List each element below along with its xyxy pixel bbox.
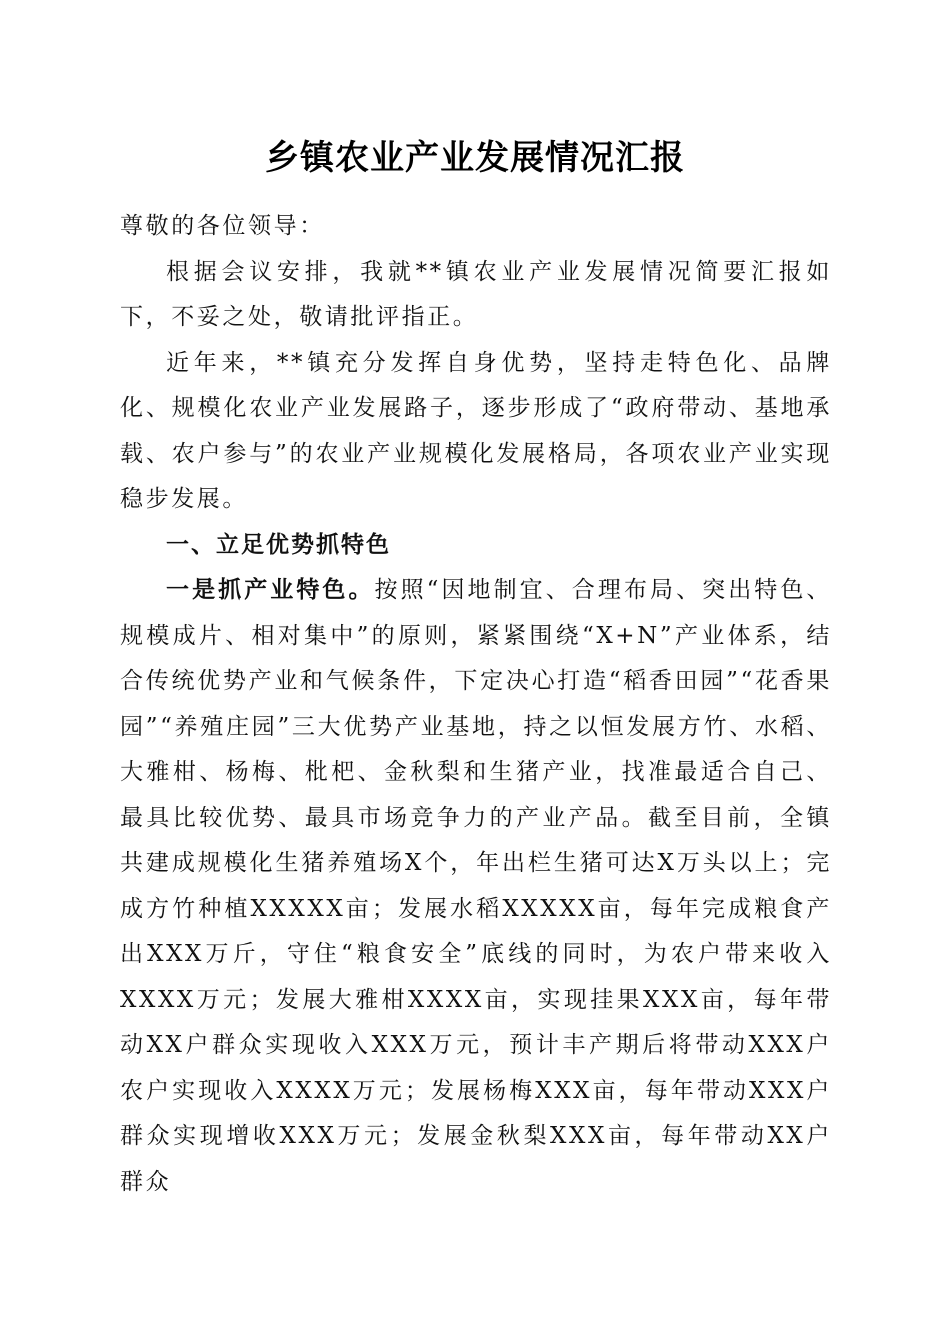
paragraph-lead: 一是抓产业特色。 (166, 577, 375, 603)
section-heading-1: 一、立足优势抓特色 (166, 531, 391, 558)
salutation: 尊敬的各位领导： (120, 213, 325, 239)
document-body (120, 204, 832, 1205)
document-title: 乡镇农业产业发展情况汇报 (265, 138, 685, 178)
paragraph-overview: 近年来，**镇充分发挥自身优势，坚持走特色化、品牌化、规模化农业产业发展路子，逐步形成了“政府带动、基地承载、农户参与”的农业产业规模化发展格局，各项农业产业实现稳步发展。 (120, 349, 832, 512)
paragraph-intro: 根据会议安排，我就**镇农业产业发展情况简要汇报如下，不妥之处，敬请批评指正。 (120, 258, 832, 330)
paragraph-industry-features (120, 568, 832, 1205)
paragraph-text: 按照“因地制宜、合理布局、突出特色、规模成片、相对集中”的原则，紧紧围绕“X+N”产业体系，结合传统优势产业和气候条件，下定决心打造“稻香田园”“花香果园”“养殖庄园”三大优势产业基地，持之以恒发展方竹、水稻、大雅柑、杨梅、枇杷、金秋梨和生猪产业，找准最适合自己、最具比较优势、最具市场竞争力的产业产品。截至目前，全镇共建成规模化生猪养殖场X个，年出栏生猪可达X万头以上；完成方竹种植XXXXX亩；发展水稻XXXXX亩，每年完成粮食产出XXX万斤，守住“粮食安全”底线的同时，为农户带来收入XXXX万元；发展大雅柑XXXX亩，实现挂果XXX亩，每年带动XX户群众实现收入XXX万元，预计丰产期后将带动XXX户农户实现收入XXXX万元；发展杨梅XXX亩，每年带动XXX户群众实现增收XXX万元；发展金秋梨XXX亩，每年带动XX户群众 (120, 577, 832, 1195)
